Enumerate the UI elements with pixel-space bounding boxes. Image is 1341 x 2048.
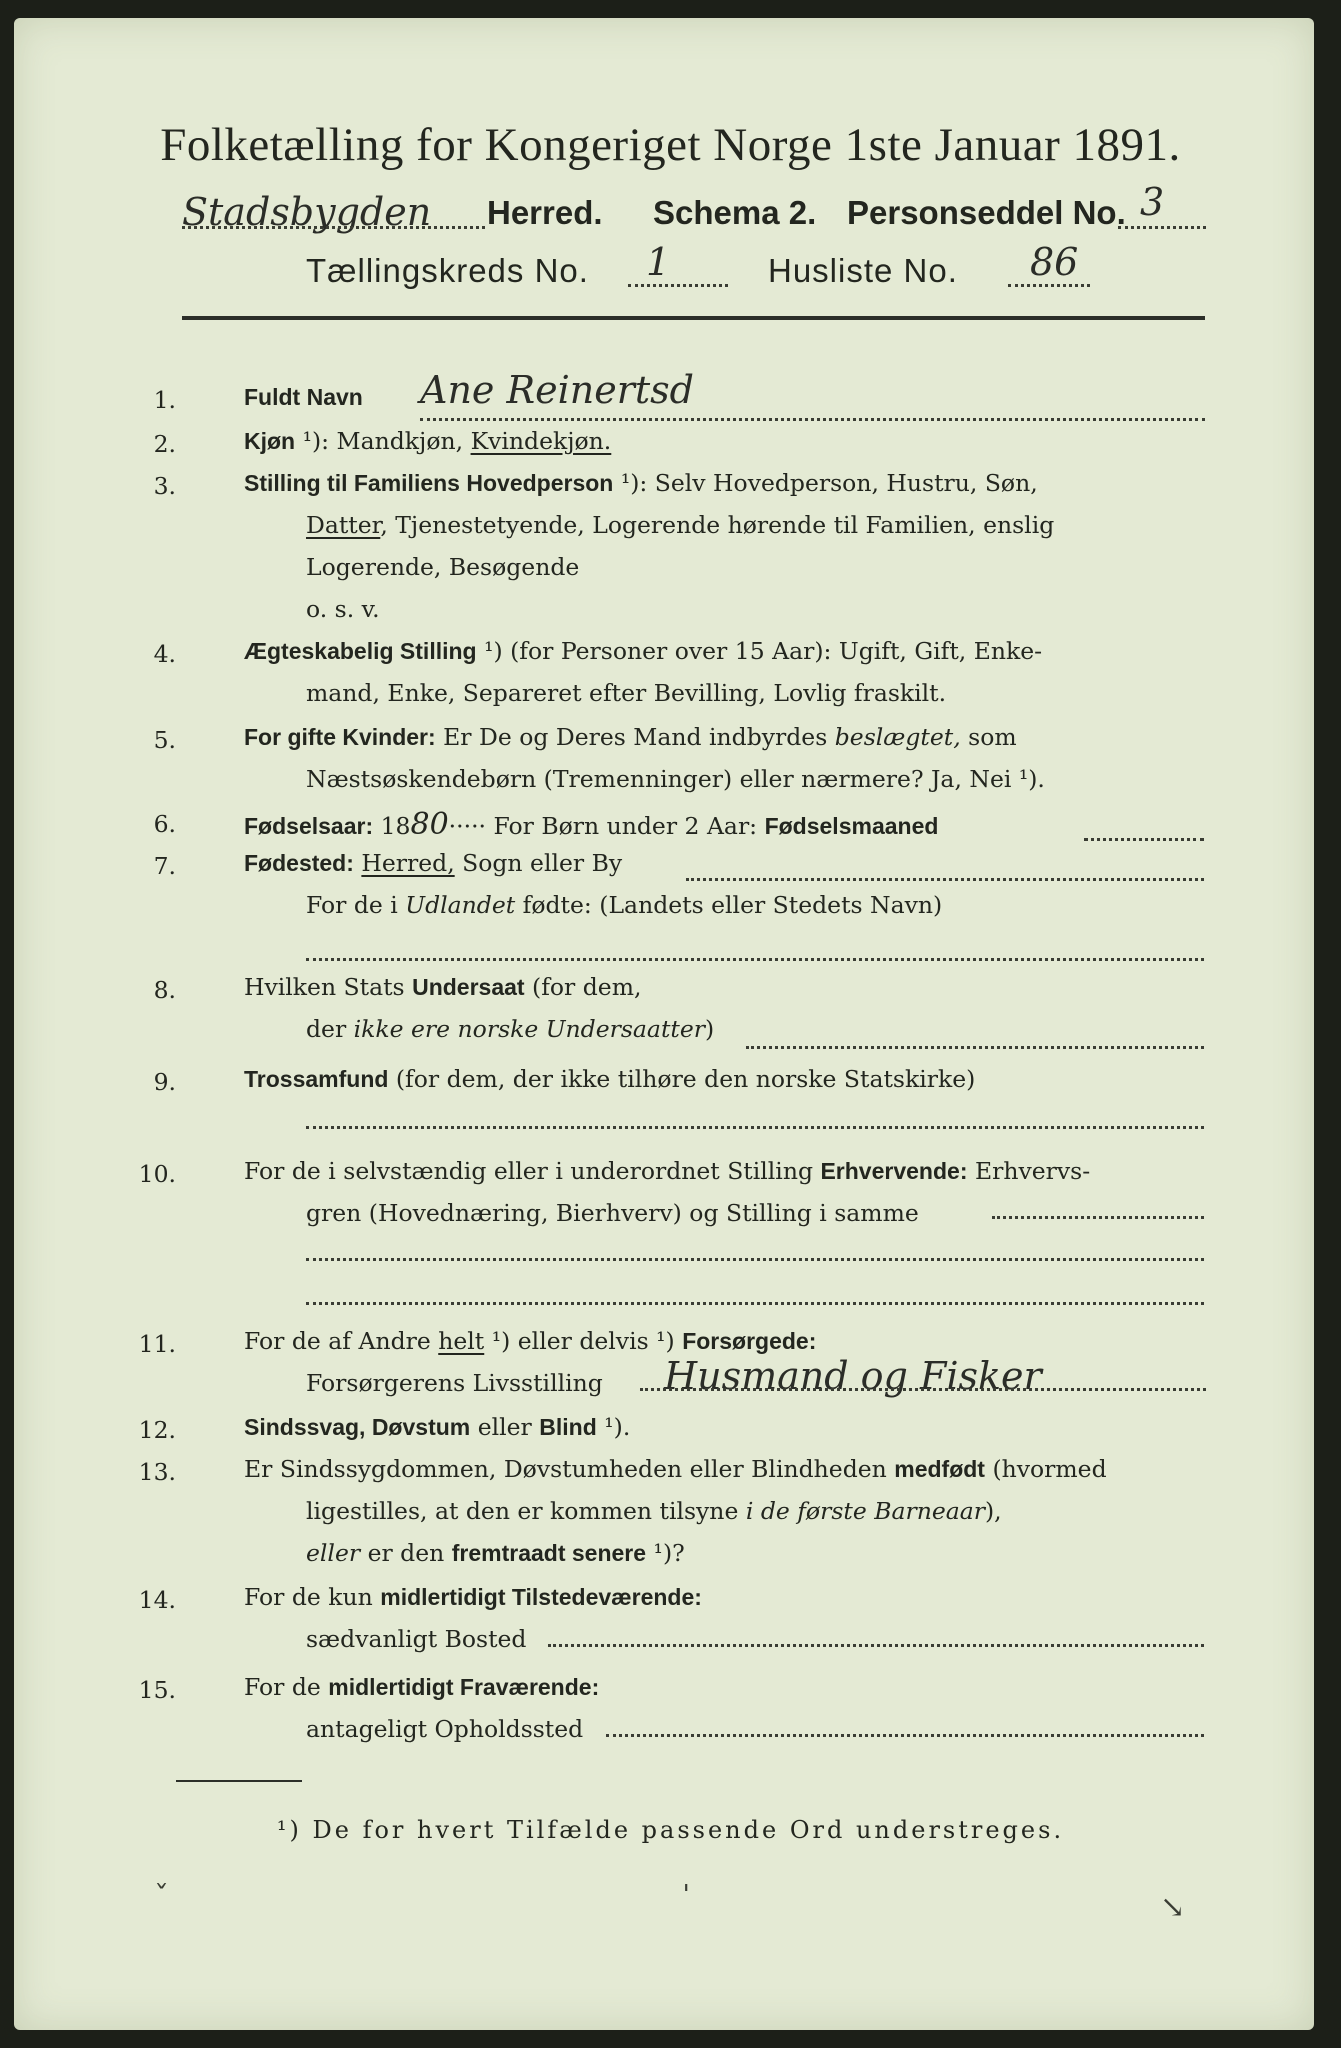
item-text: beslægtet, [834,723,961,751]
item-line [244,1413,631,1441]
item-line [306,1715,584,1743]
kreds-number: 1 [646,240,671,284]
item-text: Trossamfund [244,1066,389,1092]
husliste-dotted-line [1008,284,1090,287]
handwritten-answer: Husmand og Fisker [664,1354,1042,1398]
item-text: , Tjenestetyende, Logerende hørende til Familien, enslig [380,511,1055,539]
item-line [244,723,1017,751]
item-line [244,973,642,1001]
margin-mark: ˇ [154,1880,169,1915]
udlandet-dotted-line [306,958,1204,961]
item-text: For de kun [244,1583,381,1611]
item-text: antageligt Opholdssted [306,1715,584,1743]
item-text: (for dem, der ikke tilhøre den norske Statskirke) [388,1065,976,1093]
item-text: ¹). [596,1413,631,1441]
item-number: 11. [138,1330,176,1358]
item-text: Ægteskabelig Stilling [244,638,477,664]
item-text: Kjøn [244,428,296,454]
item-text: (for dem, [524,973,642,1001]
schema-label: Schema 2. [653,194,817,231]
item-line [306,1199,919,1227]
item-text: Logerende, Besøgende [306,553,580,581]
item-text: Stilling til Familiens Hovedperson [244,470,614,496]
item-number: 8. [153,976,176,1004]
item-line [244,427,612,455]
item-number: 12. [138,1416,176,1444]
fodselsmaaned-dotted-line [1084,838,1204,841]
item-text: mand, Enke, Separeret efter Bevilling, Lovlig fraskilt. [306,679,947,707]
item-line [306,1625,527,1653]
item-text: Sindssvag, Døvstum [244,1414,471,1440]
item-line [244,1455,1107,1483]
item-text: ¹)? [646,1539,685,1567]
item-text: For de i selvstændig eller i underordnet Stilling [244,1157,821,1185]
personseddel-label: Personseddel No. [847,194,1126,231]
item-text: ¹): Selv Hovedperson, Hustru, Søn, [613,469,1038,497]
item-text: o. s. v. [306,595,380,623]
herred-dotted-line [182,226,485,229]
personseddel-dotted-line [1118,226,1206,229]
forsorger-dotted-line [640,1388,1206,1391]
item-text: Kvindekjøn. [470,427,612,455]
opholdssted-dotted-line [606,1734,1204,1737]
item-number: 10. [138,1160,176,1188]
item-text: er den [360,1539,452,1567]
bosted-dotted-line [548,1644,1204,1647]
item-text: (hvormed [984,1455,1107,1483]
item-number: 3. [153,472,176,500]
item-text: For de [244,1673,329,1701]
husliste-label: Husliste No. [768,252,958,289]
item-text: Næstsøskendebørn (Tremenninger) eller nærmere? Ja, Nei ¹). [306,765,1045,793]
item-number: 4. [153,640,176,668]
item-text: ), [985,1497,1002,1525]
item-number: 9. [153,1068,176,1096]
item-number: 14. [138,1586,176,1614]
item-text: fremtraadt senere [451,1540,647,1566]
item-text: ¹): Mandkjøn, [295,427,471,455]
item-line [306,891,943,919]
item-text: gren (Hovednæring, Bierhverv) og Stilling i samme [306,1199,919,1227]
item-line [244,1157,1091,1185]
item-line [244,1327,817,1355]
item-text: medfødt [894,1456,985,1482]
item-line [244,807,939,842]
item-text: helt [438,1327,485,1355]
form-title: Folketælling for Kongeriget Norge 1ste Januar 1891. [160,119,1181,171]
item-text: midlertidigt Fraværende: [328,1674,600,1700]
item-line [306,511,1055,539]
item-number: 7. [153,852,176,880]
item-text: For gifte Kvinder: [244,724,436,750]
item-text: For de i [306,891,406,919]
margin-mark: ↘ [1160,1890,1186,1925]
item-line [306,1539,685,1567]
item-text: i de første Barneaar [745,1497,986,1525]
erhverv-dotted-line [992,1216,1204,1219]
item-text: Fødselsmaaned [764,813,939,839]
footnote-rule [176,1780,302,1782]
personseddel-number: 3 [1140,180,1165,224]
item-text: 18 [373,812,411,840]
item-text: eller [470,1413,540,1441]
item-text: Udlandet [405,891,516,919]
item-number: 13. [138,1458,176,1486]
item-text: ¹) (for Personer over 15 Aar): Ugift, Gift, Enke- [476,637,1043,665]
herred-label: Herred. [487,194,603,231]
item-line [306,1369,603,1397]
husliste-number: 86 [1030,240,1079,284]
item-number: 2. [153,430,176,458]
item-text: ····· For Børn under 2 Aar: [448,812,765,840]
item-text: Er Sindssygdommen, Døvstumheden eller Blindheden [244,1455,895,1483]
item-number: 15. [138,1676,176,1704]
item-line [306,1015,715,1043]
herred-handwritten: Stadsbygden [182,190,432,234]
item-line [306,1497,1002,1525]
item-line [306,595,380,623]
kreds-label: Tællingskreds No. [306,252,589,289]
item-text: Undersaat [412,974,525,1000]
item-text: Forsørgerens Livsstilling [306,1369,603,1397]
item-line [244,1673,600,1701]
item-text: 80 [410,807,449,842]
item-number: 1. [153,386,176,414]
item-text: For de af Andre [244,1327,439,1355]
item-text: Fødselsaar: [244,813,374,839]
item-line [244,469,1038,497]
item-text: Hvilken Stats [244,973,413,1001]
item-line [306,765,1045,793]
item-text: Er De og Deres Mand indbyrdes [435,723,835,751]
header-rule [182,316,1205,320]
item-line [244,849,623,877]
item-text: Fødested: [244,850,354,876]
item-text: der [306,1015,354,1043]
item-text: som [960,723,1017,751]
margin-mark: ˈ [682,1880,691,1915]
handwritten-answer: Ane Reinertsd [420,368,694,412]
item-text: Datter [306,511,381,539]
item-text: sædvanligt Bosted [306,1625,527,1653]
undersaat-dotted-line [746,1046,1204,1049]
item-line [306,553,580,581]
item-text: eller [306,1539,361,1567]
footnote: ¹) De for hvert Tilfælde passende Ord understreges. [276,1816,1065,1844]
item-line [244,386,363,410]
trossamfund-dotted-line [306,1126,1204,1129]
item-text: ligestilles, at den er kommen tilsyne [306,1497,746,1525]
item-text: ikke ere norske Undersaatter [353,1015,705,1043]
kreds-dotted-line [628,284,728,287]
erhverv-blank-line-1 [306,1258,1204,1261]
name-dotted-line [420,418,1205,421]
item-text: midlertidigt Tilstedeværende: [380,1584,702,1610]
item-number: 6. [153,810,176,838]
item-line [244,637,1043,665]
item-text: Blind [539,1414,597,1440]
item-line [306,679,947,707]
fodested-dotted-line [686,878,1204,881]
item-line [244,1065,976,1093]
item-text: Erhvervende: [820,1158,968,1184]
item-text: Sogn eller By [454,849,623,877]
item-text: Herred, [361,849,455,877]
item-text: ¹) eller delvis ¹) [484,1327,683,1355]
item-number: 5. [153,726,176,754]
item-text: ) [704,1015,715,1043]
item-text: Erhvervs- [967,1157,1091,1185]
item-text: fødte: (Landets eller Stedets Navn) [515,891,943,919]
item-line [244,1583,702,1611]
item-text: Fuldt Navn [244,384,363,410]
erhverv-blank-line-2 [306,1302,1204,1305]
item-text: Forsørgede: [682,1328,817,1354]
